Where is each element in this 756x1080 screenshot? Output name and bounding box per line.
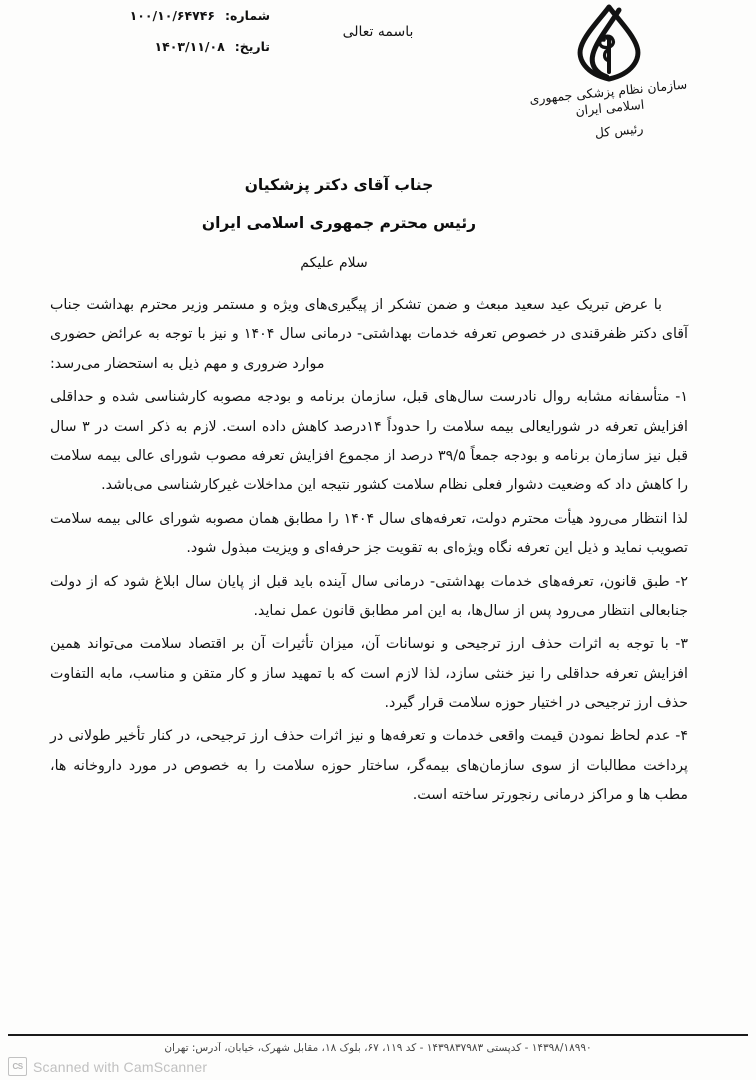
document-date-row (60, 39, 270, 54)
camscanner-watermark (8, 1057, 207, 1076)
footer-contact-line: ۱۴۳۹۸/۱۸۹۹۰ - کدپستی ۱۴۳۹۸۳۷۹۸۳ - کد ۱۱۹، ۶۷، بلوک ۱۸، مقابل شهرک، خیابان، آدرس: تهران (164, 1042, 592, 1054)
document-number-value: ۱۰۰/۱۰/۶۴۷۴۶ (129, 8, 216, 23)
footer-divider (8, 1034, 748, 1036)
camscanner-badge-icon: CS (8, 1057, 27, 1076)
organization-logo-cluster (514, 4, 704, 141)
salutation: سلام علیکم (300, 255, 368, 271)
basmala-invocation: باسمه تعالی (342, 24, 414, 40)
addressee-name: جناب آقای دکتر پزشکیان (244, 176, 434, 194)
paragraph-item-2: ۲- طبق قانون، تعرفه‌های خدمات بهداشتی- درمانی سال آینده باید قبل از پایان سال ابلاغ شود که از دولت جنابعالی انتظار می‌رود پس از سال‌ها، به این امر مطابق قانون عمل نماید. (50, 573, 688, 619)
letterhead-header (0, 0, 756, 165)
paragraph-item-4: ۴- عدم لحاظ نمودن قیمت واقعی خدمات و تعرفه‌ها و نیز اثرات حذف ارز ترجیحی، در کنار تأخیر طولانی در پرداخت مطالبات از سوی سازمان‌های بیمه‌گر، ساختار حوزه سلامت را به خصوص در مورد داروخانه ها، مطب ها و مراکز درمانی رنجورتر ساخته است. (50, 728, 688, 804)
camscanner-label: Scanned with CamScanner (33, 1058, 208, 1075)
organization-role: رئیس کل (594, 120, 644, 141)
letter-body (50, 178, 688, 815)
addressee-block (50, 178, 688, 231)
letter-footer (0, 1020, 756, 1080)
paragraph-intro: با عرض تبریک عید سعید مبعث و ضمن تشکر از پیگیری‌های ویژه و مستمر وزیر محترم بهداشت جناب آقای دکتر ظفرقندی در خصوص تعرفه خدمات بهداشتی- درمانی سال ۱۴۰۴ و نیز با توجه به عرائض حضوری موارد ضروری و مهم ذیل به استحضار می‌رسد: (50, 297, 688, 372)
document-date-label: تاریخ: (234, 39, 270, 54)
document-number-row (60, 8, 270, 23)
addressee-title: رئیس محترم جمهوری اسلامی ایران (201, 213, 477, 232)
paragraph-expectation: لذا انتظار می‌رود هیأت محترم دولت، تعرفه‌های سال ۱۴۰۴ را مطابق همان مصوبه شورای عالی بیمه سلامت تصویب نماید و ذیل این تعرفه نگاه ویژه‌ای به تقویت جز حرفه‌ای و ویزیت مبذول شود. (50, 510, 688, 557)
paragraph-item-3: ۳- با توجه به اثرات حذف ارز ترجیحی و نوسانات آن، میزان تأثیرات آن بر اقتصاد سلامت می‌تواند همین افزایش تعرفه حداقلی را نیز خنثی سازد، لذا لازم است که با تمهید ساز و کار متقن و مناسب، مابه التفاوت حذف ارز ترجیحی در اختیار حوزه سلامت قرار گیرد. (50, 636, 688, 712)
document-number-label: شماره: (225, 8, 270, 23)
document-date-value: ۱۴۰۳/۱۱/۰۸ (154, 39, 225, 54)
medical-council-flame-caduceus-emblem (563, 4, 655, 82)
organization-name: سازمان نظام پزشکی جمهوری اسلامی ایران (528, 76, 688, 118)
paragraph-item-1: ۱- متأسفانه مشابه روال نادرست سال‌های قبل، سازمان برنامه و بودجه مصوبه کارشناسی شده و حداقلی افزایش تعرفه در شورایعالی بیمه سلامت را حدوداً ۱۴درصد کاهش داده است. لازم به ذکر است در ۳ سال قبل نیز سازمان برنامه و بودجه جمعاً ۳۹/۵ درصد از مجموع افزایش تعرفه مصوب شورای عالی بیمه سلامت را کاهش داد که وضعیت دشوار فعلی نظام سلامت کشور نتیجه این مداخلات غیرکارشناسی می‌باشد. (50, 389, 689, 494)
